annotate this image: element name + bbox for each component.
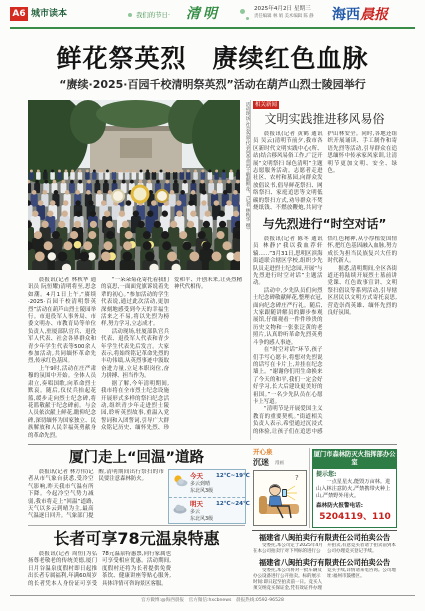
crowd-figure-head [147, 211, 153, 217]
crowd-figure-head [208, 170, 211, 173]
paragraph: “清明节是开展爱国主义教育的重要契机。”街道相关负责人表示,希望通过沉浸式的体验,让孩子们在追思中感悟红色精神,从小厚植爱国情怀,把红色基因融入血脉,努力成长为担当民族复兴大任的时代新人。 [253, 236, 397, 435]
cartoon-column-name: 开心泉 [253, 448, 273, 456]
related-article-2-body [253, 236, 397, 440]
paragraph: 晨报讯(记者 黄鹤 通讯员 吴云)清明节前夕,我市各区新时代文明实践中心(所、站)结合移风易俗工作,广泛开展“文明祭扫 绿色清明”主题志愿服务活动。志愿者走进社区、农村和墓园,向群众发放倡议书,倡导鲜花祭扫、网络祭扫、家庭追思等文明低碳的祭扫方式,劝导群众不焚烧纸钱、不燃放鞭炮,共同守护山林安全。同时,各地还组织开展诵读、手工制作和寄语先烈等活动,引导群众在追思缅怀中传承家风家训,让清明节更加文明、安全、绿色。 [253, 131, 397, 212]
logo-text-left: 海西 [332, 7, 360, 23]
crowd-figure-head [122, 180, 126, 184]
crowd-figure-head [50, 200, 55, 205]
crowd-figure-head [162, 211, 168, 217]
weather-wind: 东北风3级 [190, 516, 214, 522]
crowd-figure-head [65, 170, 68, 173]
crowd-figure-head [147, 180, 151, 184]
crowd-figure-head [180, 190, 185, 195]
issue-date: 2025年4月2日 星期三 [254, 6, 311, 12]
crowd-figure-head [97, 190, 102, 195]
weather-description: 多云到晴 [190, 481, 211, 487]
lead-body [28, 277, 242, 440]
crowd-figure-head [153, 170, 156, 173]
crowd-figure-head [223, 190, 228, 195]
weather-temperature: 12℃~19℃ [216, 473, 250, 479]
wreath-ring [112, 190, 124, 202]
crowd-figure-head [43, 190, 48, 195]
auction-notice-title: 福建省八闽拍卖行有限责任公司拍卖公告 [258, 558, 391, 567]
crowd-figure-head [151, 200, 156, 205]
crowd-figure-head [161, 231, 169, 239]
paragraph: 据了解,今年清明期间,我市将在全市烈士纪念设施开展形式多样的祭扫纪念活动,组织青少年走进烈士陵园,聆听英烈故事,重温入党誓词和入团誓词,引导广大群众铭记历史、缅怀先烈、珍爱和平、开创未来,让英烈精神代代相传。 [101, 277, 242, 432]
weather-day-label: 今天 [190, 472, 203, 480]
crowd-figure-head [191, 190, 196, 195]
crowd-figure-body [78, 172, 83, 180]
crowd-figure-head [123, 241, 132, 250]
crowd-figure-head [104, 180, 108, 184]
crowd-figure-head [133, 211, 139, 217]
crowd-figure-body [236, 172, 240, 180]
crowd-figure-head [182, 241, 191, 250]
crowd-figure-head [160, 170, 163, 173]
crowd-figure-head [139, 180, 143, 184]
paragraph: 受委托,本公司定于2025年4月在本公司拍卖厅对下列标的进行公开拍卖,有意竞买者请于拍卖前到本公司办理竞买登记手续。 [253, 543, 396, 554]
lead-headline: 鲜花祭英烈 赓续红色血脉 [56, 44, 369, 73]
decor-dot [128, 13, 132, 17]
paragraph: 晨报讯(记者 陈冬 通讯员 林静)“我以我血荐轩辕……”3月31日,思明区滨海街道联合辖区学校,组织少先队员走进烈士纪念园,开展“与先烈进行时空对话”主题活动。 [253, 236, 323, 287]
crowd-figure-head [70, 231, 78, 239]
paragraph: 受委托,本公司将对一批车辆及办公设备进行公开拍卖。标的展示时间:即日起至拍卖前一日。竞买人须交纳竞买保证金,凭有效证件办理竞买手续,详情请来电咨询。公司地址:福州市鼓楼区。 [253, 568, 396, 591]
cartoon-illustration [253, 470, 307, 526]
decor-dot [246, 17, 249, 20]
weather-body [28, 469, 164, 522]
crowd-figure-body [152, 172, 157, 180]
crowd-figure-head [187, 221, 194, 228]
paragraph: 活动现场,驻厦部队官兵代表、退役军人代表和青少年学生代表先后发言。大家表示,将始终铭记革命先烈的丰功伟绩,从英烈事迹中汲取奋进力量,立足本职岗位,奋力拼搏、担当作为。 [101, 328, 169, 380]
crowd-figure-head [106, 170, 109, 173]
crowd-figure-head [219, 221, 226, 228]
ad-phone-label: 森林防火报警电话: [316, 503, 363, 509]
section-rule [252, 530, 397, 531]
crowd-figure-head [233, 190, 238, 195]
crowd-figure-head [170, 190, 175, 195]
crowd-figure-body [50, 172, 55, 180]
footer-rule [10, 595, 415, 596]
crowd-figure-head [44, 170, 47, 173]
paragraph: “一朵朵菊花寄托着我们的哀思,一面面党旗诉说着先辈的初心。”参加活动的学生代表说,通过此次活动,更加深刻地感受到今天的幸福生活来之不易,将以先烈为榜样,努力学习,立志成才。 [101, 277, 169, 328]
paragraph: 晨报讯(记者 林秋华 通讯员 阮恒耀)清明将至,思念如潮。4月1日上午,“赓续·2025·百园千校清明祭英烈”活动在葫芦山烈士陵园举行。市退役军人事务局、市委文明办、市教育局等单位负责人,驻厦部队官兵、退役军人代表、社会各界群众和青少年学生代表等500余人参加活动,共同缅怀革命先烈,传承红色基因。 [28, 277, 96, 365]
crowd-figure-head [101, 252, 111, 262]
editors-line: 责任编辑 林 娟 美术编辑 陈 静 [254, 14, 314, 19]
crowd-figure-head [119, 170, 122, 173]
page-footer: 官方微博:@海西晨报 官方微信:hxcbnews 晨报热线:0592-96528 [141, 598, 284, 603]
crowd-figure-body [43, 172, 48, 180]
crowd-figure-head [212, 252, 222, 262]
crowd-figure-body [186, 172, 191, 180]
crowd-figure-head [143, 241, 152, 250]
crowd-figure-head [138, 221, 145, 228]
crowd-figure-head [63, 241, 72, 250]
crowd-figure-head [217, 231, 225, 239]
crowd-figure-head [215, 170, 218, 173]
cloud-icon [172, 502, 188, 515]
section-rule [28, 525, 245, 526]
crowd-figure-body [180, 172, 185, 180]
paragraph: 据悉,清明期间,全区各街道还将陆续开展烈士墓前讲党课、红色故事宣讲、文明祭扫倡议等系列活动,引导辖区居民以文明方式寄托哀思,营造崇尚英雄、缅怀先烈的良好氛围。 [327, 265, 397, 317]
crowd-figure-head [101, 200, 106, 205]
crowd-figure-head [88, 200, 93, 205]
crowd-figure-head [88, 231, 96, 239]
crowd-figure-head [51, 170, 54, 173]
tree [70, 100, 106, 144]
sun-cloud-icon [172, 474, 188, 487]
crowd-figure-body [118, 172, 123, 180]
crowd-figure-body [31, 194, 38, 206]
crowd-figure-head [189, 252, 199, 262]
crowd-figure-body [193, 172, 198, 180]
logo-text-right: 晨报 [360, 7, 388, 23]
crowd-figure-head [222, 170, 225, 173]
crowd-figure-body [159, 172, 164, 180]
crowd-figure-head [83, 241, 92, 250]
crowd-figure-head [63, 200, 68, 205]
crowd-figure-body [32, 260, 47, 270]
crowd-figure-head [233, 211, 239, 217]
festival-banner [128, 3, 252, 25]
crowd-figure-head [190, 211, 196, 217]
crowd-figure-head [183, 180, 187, 184]
auction-notice-title: 福建省八闽拍卖行有限责任公司拍卖公告 [258, 533, 391, 542]
newspaper-logo [332, 4, 388, 24]
crowd-figure-head [53, 180, 57, 184]
crowd-figure-head [42, 221, 49, 228]
crowd-figure-head [140, 170, 143, 173]
crowd-figure-head [44, 241, 53, 250]
crowd-figure-body [166, 172, 171, 180]
crowd-figure-body [217, 183, 223, 193]
crowd-figure-head [113, 180, 117, 184]
crowd-figure-head [226, 200, 231, 205]
tree [96, 100, 176, 128]
crowd-figure-head [230, 170, 233, 173]
crowd-figure-head [145, 252, 155, 262]
crowd-figure-head [99, 170, 102, 173]
crowd-figure-body [201, 172, 206, 180]
crowd-figure-head [237, 170, 240, 173]
crowd-figure-head [96, 180, 100, 184]
weather-headline: 厦门走上“回温”道路 [68, 450, 205, 466]
crowd-figure-head [104, 211, 110, 217]
crowd-figure-head [156, 180, 160, 184]
weather-description: 多云 [190, 509, 201, 515]
ad-phone-number: 5204119、110 [319, 512, 391, 522]
crowd-figure-head [236, 180, 240, 184]
crowd-figure-head [75, 200, 80, 205]
crowd-figure-body [132, 172, 137, 180]
paragraph: 在“时空对话”环节,孩子们手写心愿卡,将想对先烈说的话写在卡片上,并挂在纪念墙上。“谢谢你们用生命换来了今天的和平,我们一定会好好学习,长大后建设更美好的祖国。”一名少先队员在心愿卡上写道。 [253, 347, 323, 405]
weather-forecast-box [168, 469, 250, 524]
crowd-figure-head [167, 252, 177, 262]
crowd-figure-head [90, 211, 96, 217]
crowd-figure-head [86, 190, 91, 195]
spa-headline: 长者可享78元温泉特惠 [53, 529, 220, 548]
crowd-figure-body [208, 172, 213, 180]
crowd-figure-head [112, 170, 115, 173]
crowd-figure-head [71, 170, 74, 173]
section-title: 城市读本 [31, 9, 68, 19]
related-article-1-title: 文明实践推进移风易俗 [264, 112, 385, 126]
crowd-figure-body [232, 194, 239, 206]
crowd-figure-head [74, 221, 81, 228]
crowd-figure-head [200, 180, 204, 184]
crowd-figure-head [180, 170, 183, 173]
crowd-figure-head [90, 221, 97, 228]
crowd-figure-head [165, 180, 169, 184]
crowd-figure-body [105, 172, 110, 180]
paragraph: 晨报讯(记者 林方伟)记者从市气象台获悉,受冷空气影响,昨天我市气温有所下降。今起冷空气势力减弱,我市将走上“回温”道路,天气以多云到晴为主,最高气温逐日回升。气象部门提醒,清明期间出行祭扫的市民要注意森林防火。 [28, 469, 164, 520]
crowd-figure-head [58, 170, 61, 173]
crowd-figure-body [70, 172, 75, 180]
crowd-figure-body [173, 172, 178, 180]
weather-today [169, 470, 250, 496]
crowd-figure-head [126, 200, 131, 205]
crowd-figure-head [203, 221, 210, 228]
crowd-figure-body [28, 183, 31, 193]
crowd-figure-body [99, 172, 104, 180]
crowd-figure-head [212, 190, 217, 195]
weather-tomorrow [169, 497, 250, 524]
sofa-back [259, 496, 267, 514]
crowd-figure-head [202, 241, 211, 250]
crowd-figure-head [76, 211, 82, 217]
crowd-figure-head [126, 170, 129, 173]
spa-body [28, 551, 245, 592]
crowd-figure-head [201, 200, 206, 205]
flower-bouquet [48, 252, 56, 260]
crowd-figure-body [139, 172, 144, 180]
crowd-figure-body [120, 260, 135, 270]
crowd-figure-body [92, 172, 97, 180]
crowd-figure-body [36, 172, 41, 180]
crowd-figure-head [37, 170, 40, 173]
weather-temperature: 12℃~24℃ [216, 501, 250, 507]
crowd-figure-head [198, 231, 206, 239]
crowd-figure-head [122, 221, 129, 228]
decor-dot [240, 9, 245, 14]
crowd-figure-body [187, 260, 202, 270]
crowd-figure-body [209, 260, 224, 270]
crowd-figure-body [230, 260, 240, 270]
cartoon-title: 沉迷 [253, 458, 269, 467]
crowd-figure-body [112, 172, 117, 180]
crowd-figure-head [176, 211, 182, 217]
crowd-figure-head [93, 170, 96, 173]
auction-notice-body [253, 543, 397, 556]
memorial-inscription [120, 138, 152, 158]
crowd-figure-head [52, 231, 60, 239]
crowd-figure-head [62, 211, 68, 217]
crowd-figure-body [229, 172, 234, 180]
crowd-figure-head [54, 190, 59, 195]
crowd-figure-head [119, 211, 125, 217]
crowd-figure-head [222, 241, 231, 250]
crowd-figure-head [227, 180, 231, 184]
wreath-ring [132, 186, 148, 202]
crowd-figure-head [78, 180, 82, 184]
related-news-tag: 相关新闻 [255, 102, 278, 108]
crowd-figure-head [218, 180, 222, 184]
crowd-figure-head [32, 190, 37, 195]
weather-wind: 东北风3级 [190, 488, 214, 494]
crowd-figure-body [214, 172, 219, 180]
phone-screen [283, 490, 286, 496]
crowd-figure-head [205, 211, 211, 217]
person-body [269, 496, 282, 506]
crowd-figure-head [75, 190, 80, 195]
crowd-figure-head [104, 241, 113, 250]
crowd-figure-body [69, 183, 75, 193]
crowd-figure-head [143, 231, 151, 239]
column-divider [309, 448, 310, 528]
crowd-figure-head [32, 211, 38, 217]
crowd-figure-head [79, 170, 82, 173]
crowd-figure-body [125, 172, 129, 180]
crowd-figure-body [57, 172, 62, 180]
crowd-figure-head [70, 180, 74, 184]
ad-organization: 厦门市森林防灭火指挥部办公室 [313, 450, 396, 469]
crowd-figure-body [29, 172, 33, 180]
crowd-figure-head [65, 190, 70, 195]
event-photo [28, 100, 240, 270]
weather-day-label: 明天 [190, 500, 203, 508]
header-rule [10, 27, 415, 29]
crowd-figure-head [166, 170, 169, 173]
crowd-figure-head [202, 190, 207, 195]
crowd-figure-body [77, 260, 92, 270]
crowd-figure-head [87, 180, 91, 184]
forest-fire-ad [312, 449, 397, 528]
crowd-figure-head [122, 252, 132, 262]
crowd-figure-head [174, 180, 178, 184]
crowd-figure-head [106, 221, 113, 228]
crowd-figure-head [62, 180, 66, 184]
page-number: A6 [10, 7, 28, 21]
cartoon-credit: 漫画 [275, 461, 284, 466]
crowd-figure-head [44, 180, 48, 184]
paragraph: 晨报讯(记者 周恒)为弘扬尊老敬老的传统美德,厦门日月谷温泉度假村即日起推出长者专属福利,年满60周岁的长者凭本人身份证可享受78元温泉特惠票,同行家属也可享受相应优惠。活动期间,度假村还将为长者提供免费茶饮、健康讲座等贴心服务,具体详情可咨询景区客服。 [28, 551, 171, 587]
crowd-figure-head [30, 170, 33, 173]
crowd-figure-head [34, 231, 42, 239]
crowd-figure-head [219, 211, 225, 217]
sweat-mark: ? [295, 474, 299, 482]
wreath-ring [156, 190, 168, 202]
photo-caption: 活动现场,社会各界代表向革命烈士敬献鲜花。(记者 林秋华 摄) [245, 102, 250, 230]
crowd-figure-head [58, 221, 65, 228]
crowd-figure-head [201, 170, 204, 173]
crowd-figure-head [194, 170, 197, 173]
crowd-figure-head [35, 252, 45, 262]
crowd-figure-head [162, 241, 171, 250]
auction-notice-body [253, 568, 397, 592]
ad-text: 一点星星火,能毁万亩林。进山入林注意防火,严禁携带火种上山,严禁野外用火。 [316, 479, 391, 499]
crowd-figure-body [169, 194, 176, 206]
paragraph: 活动中,少先队员们向烈士纪念碑敬献鲜花,整理衣冠,面向纪念碑庄严行礼。随后,大家跟随讲解员的脚步参观展馆,仔细观看一件件珍贵的历史文物和一张张泛黄的老照片,认真聆听革命先烈英勇斗争的感人事迹。 [253, 287, 323, 346]
lead-subhead: “赓续·2025·百园千校清明祭英烈”活动在葫芦山烈士陵园举行 [59, 78, 366, 91]
ad-hint: 提示您: [316, 471, 337, 478]
cloud-shape [180, 506, 185, 511]
crowd-figure-head [214, 200, 219, 205]
related-article-2-title: 与先烈进行“时空对话” [262, 217, 387, 231]
crowd-figure-head [174, 170, 177, 173]
festival-name: 清明 [186, 6, 220, 22]
crowd-figure-body [221, 172, 226, 180]
crowd-figure-head [188, 200, 193, 205]
crowd-figure-head [47, 211, 53, 217]
paragraph: 上午9时,活动在庄严肃穆的氛围中开始。全体人员肃立,奏唱国歌,向革命烈士默哀。随后,仪仗兵抬起花篮,缓步走向烈士纪念碑,将花篮敬献于纪念碑前。与会人员依次献上鲜花,瞻仰纪念碑,深切缅怀为国家独立、民族解放和人民幸福英勇献身的革命先烈。 [28, 365, 96, 439]
crowd-figure-head [106, 231, 114, 239]
crowd-figure-head [179, 231, 187, 239]
crowd-figure-head [130, 180, 134, 184]
crowd-figure-head [132, 170, 135, 173]
crowd-figure-head [35, 180, 39, 184]
cloud-shape [178, 479, 184, 485]
crowd-figure-head [154, 221, 161, 228]
crowd-figure-head [58, 252, 68, 262]
section-rule [28, 444, 397, 445]
crowd-figure-body [98, 260, 113, 270]
crowd-figure-head [86, 170, 89, 173]
flower-bouquet [74, 241, 82, 249]
festival-prefix: 我们的节日· [136, 11, 170, 19]
crowd-figure-head [79, 252, 89, 262]
crowd-figure-head [146, 170, 149, 173]
column-divider [250, 100, 251, 440]
crowd-figure-head [192, 180, 196, 184]
crowd-figure-head [38, 200, 43, 205]
crowd-figure-head [170, 221, 177, 228]
crowd-figure-head [176, 200, 181, 205]
crowd-figure-body [145, 172, 150, 180]
crowd-figure-head [209, 180, 213, 184]
crowd-figure-body [85, 172, 90, 180]
crowd-figure-head [125, 231, 133, 239]
crowd-figure-body [64, 172, 69, 180]
related-article-1-body [253, 131, 397, 213]
crowd-figure-head [187, 170, 190, 173]
